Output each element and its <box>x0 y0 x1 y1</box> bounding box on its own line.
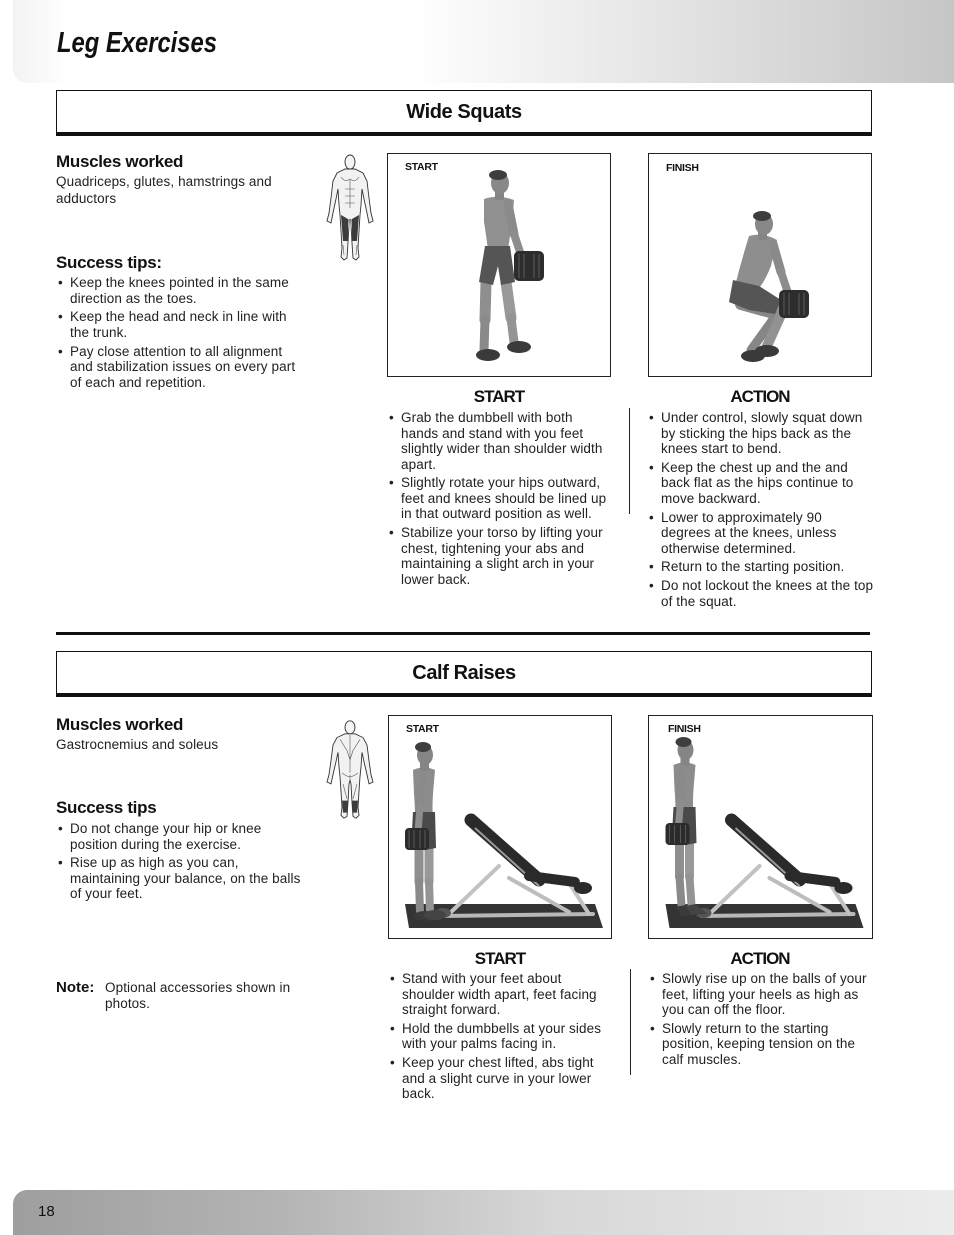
calf-raises-action-heading: ACTION <box>730 949 790 968</box>
bench-base-frame <box>702 914 854 916</box>
squat-start-illustration <box>388 154 610 376</box>
hair <box>415 742 431 752</box>
wide-squats-tips-heading: Success tips: <box>56 253 162 272</box>
note-label: Note: <box>56 979 95 996</box>
wide-squats-muscles-heading: Muscles worked <box>56 152 184 171</box>
list-item: • Lower to approximately 90 degrees at the knees, unless otherwise determined. <box>647 510 874 557</box>
anatomy-calf-left <box>342 801 348 813</box>
shorts <box>729 280 781 314</box>
leg-lower <box>419 882 420 911</box>
bench-base-frame <box>441 914 593 916</box>
list-item: • Under control, slowly squat down by sticking the hips back as the knees start to bend. <box>647 410 874 457</box>
calf-raises-title-box <box>56 651 872 697</box>
list-item: • Slowly rise up on the balls of your feet, lifting your heels as high as you can off the floor. <box>648 971 874 1018</box>
list-item: • Do not lockout the knees at the top of the squat. <box>647 578 874 609</box>
leg-lower <box>690 877 692 905</box>
shoe <box>424 910 446 920</box>
bench <box>696 820 854 918</box>
column-divider <box>629 408 630 514</box>
person-figure <box>666 737 708 916</box>
wide-squats-start-heading: START <box>473 387 525 406</box>
calf-raises-muscles-heading: Muscles worked <box>56 715 184 734</box>
hair <box>489 170 507 180</box>
list-item: • Stabilize your torso by lifting your chest, tightening your abs and maintaining a slight arch in your lower back. <box>387 525 611 587</box>
dumbbell <box>514 251 544 281</box>
bench <box>435 820 593 918</box>
list-item: • Rise up as high as you can, maintaining your balance, on the balls of your feet. <box>56 855 304 902</box>
shoe <box>507 341 531 353</box>
column-divider <box>630 969 631 1075</box>
footer-band <box>13 1190 954 1235</box>
muscle-anatomy-back-figure <box>325 719 375 821</box>
shorts <box>479 246 515 285</box>
bench-backrest <box>732 820 800 880</box>
list-item: • Keep the head and neck in line with the trunk. <box>56 309 306 340</box>
calf-raises-start-steps <box>388 971 612 1105</box>
arm-upper <box>773 244 781 272</box>
list-item: • Pay close attention to all alignment and stabilization issues on every part of each and repetition. <box>56 344 306 391</box>
calf-finish-illustration <box>649 716 872 938</box>
calf-raises-muscles-text: Gastrocnemius and soleus <box>56 737 219 752</box>
photo-label-start: START <box>406 723 439 735</box>
list-item: • Grab the dumbbell with both hands and stand with you feet slightly wider than shoulder width apart. <box>387 410 611 472</box>
wide-squats-action-steps <box>647 410 874 612</box>
bench-leg-roller <box>835 882 853 894</box>
dumbbell <box>405 828 429 850</box>
list-item: • Slowly return to the starting position, keeping tension on the calf muscles. <box>648 1021 874 1068</box>
wide-squats-tips-list <box>56 275 306 393</box>
section-separator <box>56 632 870 635</box>
leg-lower <box>429 882 430 911</box>
bench-seat <box>529 876 575 882</box>
bench-backrest <box>471 820 539 880</box>
page-title: Leg Exercises <box>57 27 217 59</box>
arm-upper <box>508 204 514 234</box>
note-text: Optional accessories shown in photos. <box>105 980 291 1011</box>
shoe <box>476 349 500 361</box>
page-number: 18 <box>38 1203 55 1220</box>
anatomy-head <box>345 155 355 169</box>
leg-upper <box>485 282 486 320</box>
wide-squats-title-box <box>56 90 872 136</box>
list-item: • Hold the dumbbells at your sides with your palms facing in. <box>388 1021 612 1052</box>
bench-leg-roller <box>574 882 592 894</box>
bench-seat <box>790 876 836 882</box>
photo-label-finish: FINISH <box>668 723 701 735</box>
photo-label-finish: FINISH <box>666 162 699 174</box>
list-item: • Keep the chest up and the and back flat as the hips continue to move backward. <box>647 460 874 507</box>
calf-raises-start-heading: START <box>474 949 526 968</box>
list-item: • Stand with your feet about shoulder width apart, feet facing straight forward. <box>388 971 612 1018</box>
list-item: • Keep your chest lifted, abs tight and a slight curve in your lower back. <box>388 1055 612 1102</box>
arm-upper <box>420 774 422 806</box>
list-item: • Keep the knees pointed in the same direction as the toes. <box>56 275 306 306</box>
calf-raises-finish-photo <box>648 715 873 939</box>
calf-raises-action-steps <box>648 971 874 1071</box>
wide-squats-action-heading: ACTION <box>730 387 790 406</box>
hair <box>753 211 771 221</box>
list-item: • Return to the starting position. <box>647 559 874 575</box>
wide-squats-muscles-text: Quadriceps, glutes, hamstrings and adductors <box>56 174 272 206</box>
wide-squats-title: Wide Squats <box>406 101 522 123</box>
calf-raises-start-photo <box>388 715 612 939</box>
leg-lower <box>511 318 514 342</box>
wide-squats-start-steps <box>387 410 611 590</box>
hair <box>676 737 692 747</box>
photo-label-start: START <box>405 161 438 173</box>
anatomy-calf-right <box>352 801 358 813</box>
calf-raises-tips-heading: Success tips <box>56 798 157 817</box>
list-item: • Do not change your hip or knee position during the exercise. <box>56 821 304 852</box>
leg-lower <box>680 877 682 905</box>
calf-raises-title: Calf Raises <box>412 662 516 684</box>
calf-raises-tips-list <box>56 821 304 905</box>
list-item: • Slightly rotate your hips outward, feet and knees should be lined up in that outward position as well. <box>387 475 611 522</box>
squat-finish-illustration <box>649 154 871 376</box>
muscle-anatomy-front-figure <box>325 153 375 263</box>
arm-upper <box>681 769 683 801</box>
anatomy-head <box>345 721 355 734</box>
dumbbell <box>779 290 809 318</box>
wide-squats-start-photo <box>387 153 611 377</box>
leg-lower <box>484 320 485 350</box>
person-figure <box>729 211 789 362</box>
shoe <box>755 345 779 357</box>
calf-start-illustration <box>389 716 611 938</box>
wide-squats-finish-photo <box>648 153 872 377</box>
leg-upper <box>506 282 511 318</box>
